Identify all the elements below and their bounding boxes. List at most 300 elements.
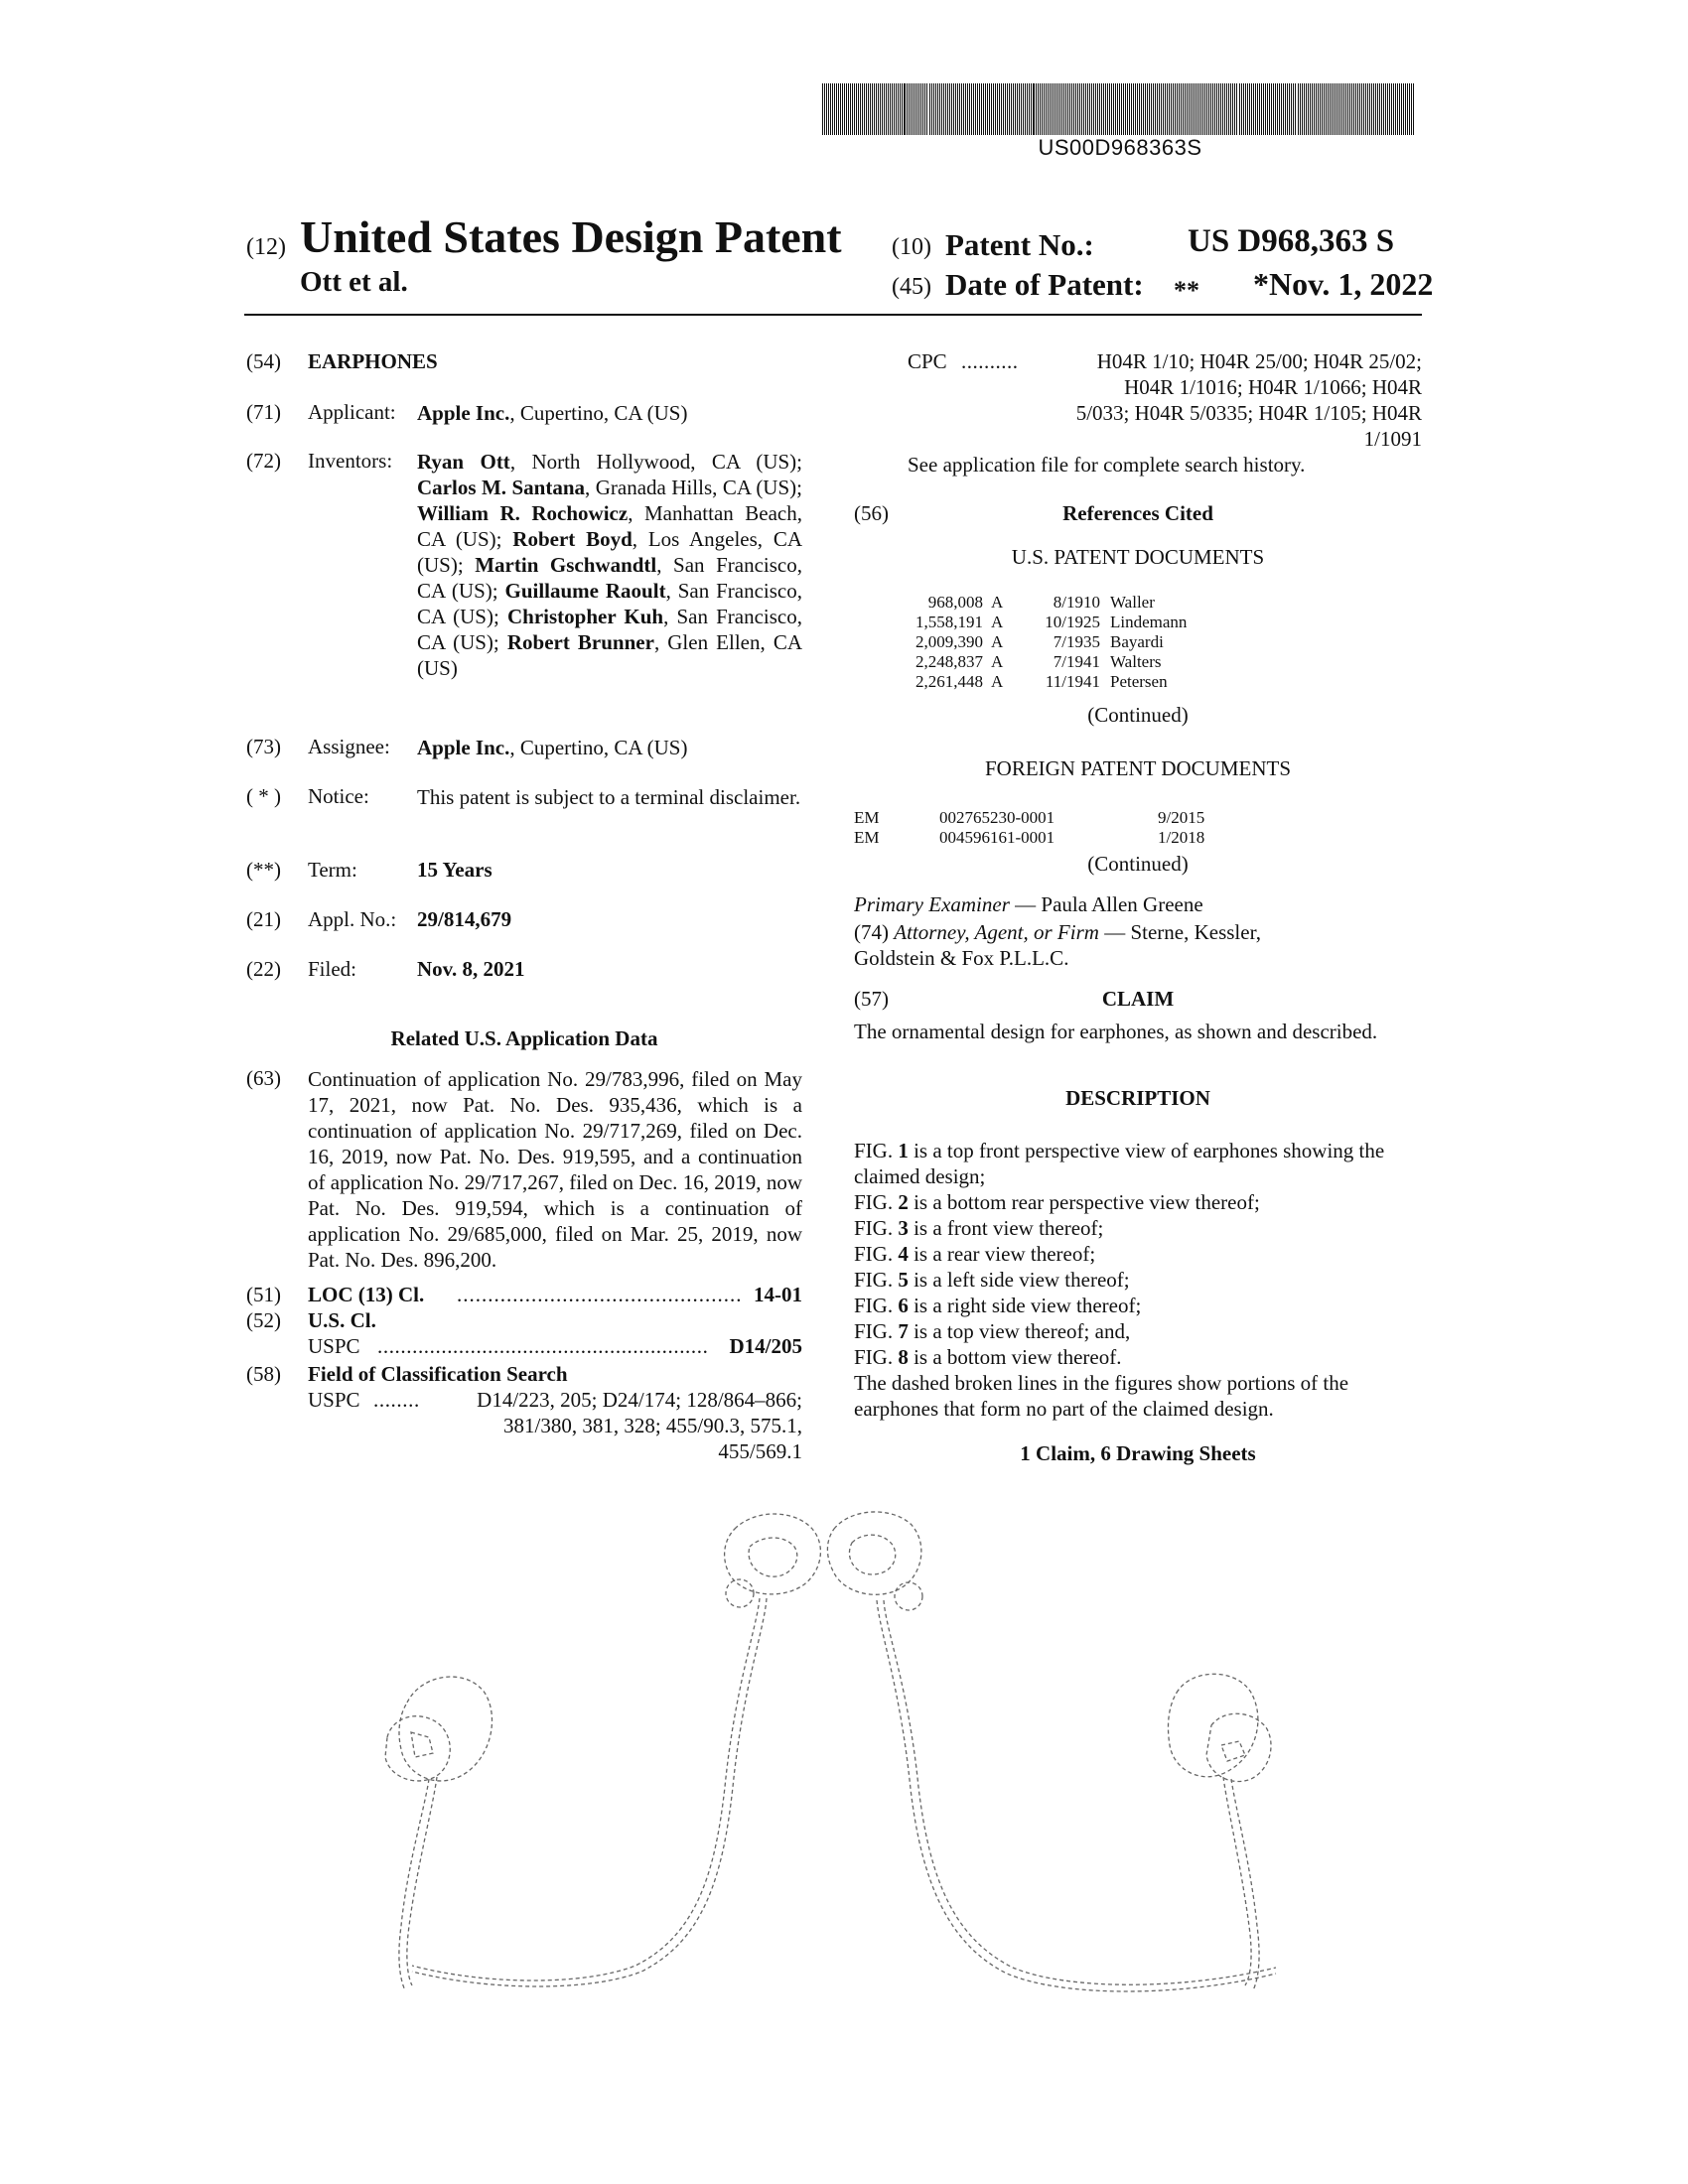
barcode-bar	[872, 83, 873, 135]
barcode-bar	[1095, 83, 1096, 135]
barcode-bar	[1401, 83, 1402, 135]
cpc-line1: H04R 1/10; H04R 25/00; H04R 25/02;	[1096, 349, 1422, 373]
barcode-bar	[1196, 83, 1197, 135]
barcode-bar	[1069, 83, 1070, 135]
code-57: (57)	[854, 987, 889, 1011]
figure-list	[854, 1138, 1422, 1422]
barcode-bar	[1046, 83, 1047, 135]
barcode-bar	[1023, 83, 1024, 135]
barcode-bar	[1363, 83, 1364, 135]
applicant-name: Apple Inc.	[417, 401, 510, 425]
barcode-bar	[1113, 83, 1114, 135]
barcode-bar	[1308, 83, 1309, 135]
barcode-bar	[1214, 83, 1215, 135]
doc-kind: A	[991, 593, 1004, 612]
barcode-bar	[1171, 83, 1172, 135]
fig-number: 7	[898, 1319, 909, 1343]
barcode-bar	[1381, 83, 1382, 135]
doc-number: 2,248,837	[915, 652, 983, 671]
barcode-bar	[1243, 83, 1244, 135]
figure-item	[854, 1344, 1422, 1370]
fig-number: 6	[898, 1294, 909, 1317]
figure-item	[854, 1318, 1422, 1344]
fig-number: 2	[898, 1190, 909, 1214]
doc-name: Bayardi	[1110, 632, 1164, 651]
barcode-bar	[1387, 83, 1388, 135]
attorney-line2: Goldstein & Fox P.L.L.C.	[854, 946, 1069, 970]
barcode-bar	[824, 83, 825, 135]
barcode-bar	[937, 83, 938, 135]
barcode-bar	[898, 83, 899, 135]
barcode-bar	[886, 83, 887, 135]
doc-name: Petersen	[1110, 672, 1168, 691]
barcode-bar	[1200, 83, 1201, 135]
barcode-bar	[904, 83, 906, 135]
examiner-name: — Paula Allen Greene	[1009, 892, 1203, 916]
barcode-bar	[957, 83, 958, 135]
barcode-bar	[1222, 83, 1223, 135]
barcode-bar	[1089, 83, 1090, 135]
barcode-bar	[1379, 83, 1380, 135]
barcode-bar	[1050, 83, 1051, 135]
barcode-bar	[1328, 83, 1329, 135]
barcode-bar	[963, 83, 964, 135]
barcode-bar	[933, 83, 934, 135]
barcode-bar	[1300, 83, 1301, 135]
fig-number: 1	[898, 1139, 909, 1162]
barcode-bar	[1318, 83, 1319, 135]
barcode-bar	[1011, 83, 1012, 135]
code-10: (10)	[892, 234, 931, 260]
inventor-name: Ryan Ott	[417, 450, 510, 474]
barcode-bar	[951, 83, 952, 135]
barcode-bar	[939, 83, 940, 135]
barcode-bar	[1395, 83, 1396, 135]
barcode-bar	[929, 83, 930, 135]
barcode-bar	[1101, 83, 1102, 135]
code-58: (58)	[246, 1362, 281, 1386]
barcode-bar	[1079, 83, 1080, 135]
barcode-bar	[1322, 83, 1323, 135]
examiner-label: Primary Examiner	[854, 892, 1010, 916]
code-73: (73)	[246, 735, 281, 758]
barcode-bar	[967, 83, 968, 135]
table-row	[874, 593, 1187, 613]
barcode-bar	[1135, 83, 1136, 135]
barcode-number: US00D968363S	[1038, 135, 1202, 160]
barcode-bar	[1139, 83, 1140, 135]
barcode-bar	[1029, 83, 1030, 135]
barcode-bar	[1206, 83, 1207, 135]
barcode-bar	[1115, 83, 1116, 135]
barcode-bar	[1275, 83, 1276, 135]
barcode-bar	[894, 83, 895, 135]
barcode-bar	[914, 83, 915, 135]
barcode-bar	[1173, 83, 1174, 135]
barcode-bar	[1003, 83, 1004, 135]
field-uspc-line2: 381/380, 381, 328; 455/90.3, 575.1,	[502, 1414, 802, 1437]
document-title: United States Design Patent	[300, 211, 842, 262]
barcode-bar	[1409, 83, 1410, 135]
continued-us: (Continued)	[1087, 703, 1189, 727]
fig-text: is a bottom view thereof.	[908, 1345, 1122, 1369]
code-22: (22)	[246, 957, 281, 981]
barcode-bar	[1371, 83, 1372, 135]
barcode-bar	[971, 83, 972, 135]
barcode-bar	[1399, 83, 1400, 135]
barcode-bar	[1312, 83, 1313, 135]
barcode-bar	[1044, 83, 1045, 135]
barcode-bar	[846, 83, 847, 135]
barcode-bar	[973, 83, 974, 135]
authors: Ott et al.	[300, 266, 408, 298]
code-notice: ( * )	[246, 784, 281, 808]
barcode-bar	[1001, 83, 1002, 135]
barcode-bar	[907, 83, 908, 135]
figure-item	[854, 1138, 1422, 1189]
barcode-bar	[1155, 83, 1156, 135]
barcode-bar	[1117, 83, 1118, 135]
barcode-bar	[1345, 83, 1346, 135]
cpc-label: CPC	[908, 349, 947, 373]
barcode-bar	[1302, 83, 1303, 135]
barcode-bar	[1005, 83, 1006, 135]
barcode-bar	[1277, 83, 1278, 135]
fig-text: is a rear view thereof;	[908, 1242, 1096, 1266]
table-row	[874, 672, 1187, 692]
doc-date: 11/1941	[1045, 672, 1100, 691]
barcode-bar	[977, 83, 978, 135]
date-label: Date of Patent:	[945, 267, 1144, 302]
barcode-bar	[1027, 83, 1028, 135]
barcode-bar	[860, 83, 861, 135]
barcode-bar	[918, 83, 919, 135]
fig-number: 3	[898, 1216, 909, 1240]
table-row	[854, 828, 1204, 848]
barcode-bar	[1259, 83, 1260, 135]
barcode-bar	[955, 83, 956, 135]
doc-date: 7/1941	[1053, 652, 1100, 671]
barcode-bar	[1234, 83, 1235, 135]
barcode-bar	[1220, 83, 1221, 135]
barcode-bar	[1375, 83, 1376, 135]
barcode-bar	[848, 83, 849, 135]
attorney-line1: — Sterne, Kessler,	[1098, 920, 1261, 944]
barcode-bar	[1127, 83, 1128, 135]
barcode-bar	[1065, 83, 1066, 135]
barcode-bar	[1281, 83, 1282, 135]
barcode-bar	[999, 83, 1000, 135]
barcode-bar	[911, 83, 912, 135]
barcode-bar	[1055, 83, 1056, 135]
barcode-bar	[826, 83, 827, 135]
barcode-bar	[1326, 83, 1327, 135]
barcode-bar	[1087, 83, 1088, 135]
barcode-bar	[1337, 83, 1338, 135]
fig-prefix: FIG.	[854, 1268, 899, 1292]
barcode-bar	[1373, 83, 1374, 135]
barcode-bar	[1159, 83, 1160, 135]
barcode-bar	[1393, 83, 1394, 135]
barcode-bar	[1061, 83, 1062, 135]
barcode-bar	[931, 83, 932, 135]
fig-prefix: FIG.	[854, 1345, 899, 1369]
barcode-bar	[1015, 83, 1016, 135]
barcode-bar	[1057, 83, 1058, 135]
barcode-bar	[1175, 83, 1176, 135]
barcode-bar	[1210, 83, 1211, 135]
barcode-bar	[902, 83, 903, 135]
barcode-bar	[926, 83, 927, 135]
barcode-bar	[1145, 83, 1146, 135]
barcode-bar	[1353, 83, 1354, 135]
barcode-bar	[959, 83, 960, 135]
inventor-location: , San Francisco, CA (US);	[417, 579, 802, 628]
references-heading: References Cited	[1062, 501, 1213, 525]
assignee	[417, 735, 687, 760]
barcode-bar	[1042, 83, 1043, 135]
barcode-bar	[949, 83, 950, 135]
barcode-bar	[1251, 83, 1252, 135]
table-row	[874, 632, 1187, 652]
barcode-bar	[1255, 83, 1256, 135]
barcode-bar	[1073, 83, 1074, 135]
fig-prefix: FIG.	[854, 1319, 899, 1343]
barcode-bar	[1187, 83, 1188, 135]
figure-item	[854, 1215, 1422, 1241]
loc-label: LOC (13) Cl.	[308, 1283, 425, 1306]
barcode-bar	[1339, 83, 1340, 135]
barcode-bar	[1021, 83, 1022, 135]
barcode-bar	[852, 83, 853, 135]
barcode-bar	[1279, 83, 1280, 135]
attorney-code: (74)	[854, 920, 889, 944]
assignee-location: , Cupertino, CA (US)	[509, 736, 688, 759]
barcode-bar	[1137, 83, 1138, 135]
barcode-bar	[1269, 83, 1270, 135]
barcode-bar	[1085, 83, 1086, 135]
barcode-bar	[1038, 83, 1039, 135]
inventor-name: Robert Boyd	[512, 527, 633, 551]
patent-no-label: Patent No.:	[945, 227, 1094, 262]
barcode-bar	[1293, 83, 1294, 135]
barcode-bar	[1341, 83, 1342, 135]
barcode-bar	[1403, 83, 1404, 135]
doc-kind: A	[991, 652, 1004, 671]
barcode-bar	[1228, 83, 1229, 135]
barcode-bar	[1289, 83, 1290, 135]
invention-title: EARPHONES	[308, 349, 438, 373]
field-uspc-line1: D14/223, 205; D24/174; 128/864–866;	[477, 1388, 802, 1412]
barcode-bar	[1054, 83, 1055, 135]
code-52: (52)	[246, 1308, 281, 1332]
figure-item	[854, 1241, 1422, 1267]
barcode-bar	[979, 83, 980, 135]
barcode-bar	[1167, 83, 1168, 135]
figure-item	[854, 1267, 1422, 1293]
barcode-bar	[1383, 83, 1384, 135]
field-uspc-label: USPC	[308, 1388, 360, 1412]
barcode-bar	[1218, 83, 1219, 135]
code-51: (51)	[246, 1283, 281, 1306]
doc-name: Waller	[1110, 593, 1155, 612]
cpc-line4: 1/1091	[1363, 427, 1422, 451]
barcode-bar	[1198, 83, 1199, 135]
us-patent-docs-heading: U.S. PATENT DOCUMENTS	[1011, 545, 1265, 569]
barcode-bar	[876, 83, 877, 135]
inventor-name: Robert Brunner	[506, 630, 654, 654]
inventor-location: , Manhattan Beach, CA (US);	[417, 501, 802, 551]
barcode-bar	[1239, 83, 1240, 135]
barcode-bar	[870, 83, 871, 135]
barcode-bar	[1310, 83, 1311, 135]
barcode-bar	[1099, 83, 1100, 135]
barcode-bar	[1091, 83, 1092, 135]
date-of-patent: *Nov. 1, 2022	[1253, 266, 1434, 302]
filed-label: Filed:	[308, 957, 357, 981]
cpc-line3: 5/033; H04R 5/0335; H04R 1/105; H04R	[1075, 401, 1422, 425]
applicant	[417, 400, 687, 426]
barcode-bar	[965, 83, 966, 135]
barcode-bar	[1161, 83, 1162, 135]
barcode-bar	[1361, 83, 1362, 135]
barcode-bar	[1052, 83, 1053, 135]
barcode-bar	[943, 83, 944, 135]
barcode-bar	[850, 83, 851, 135]
inventors-list	[417, 449, 802, 681]
appl-no-label: Appl. No.:	[308, 907, 397, 931]
doc-number: 2,009,390	[915, 632, 983, 651]
doc-number: 002765230-0001	[939, 808, 1055, 827]
fig-prefix: FIG.	[854, 1190, 899, 1214]
doc-date: 8/1910	[1053, 593, 1100, 612]
barcode-bar	[991, 83, 992, 135]
barcode-bar	[838, 83, 839, 135]
figure-item	[854, 1189, 1422, 1215]
inventor-location: , Glen Ellen, CA (US)	[417, 630, 802, 680]
code-term: (**)	[246, 858, 281, 882]
barcode-bar	[856, 83, 857, 135]
barcode-bar	[1185, 83, 1186, 135]
barcode-bar	[1385, 83, 1386, 135]
doc-country: EM	[854, 828, 880, 847]
barcode-bar	[985, 83, 986, 135]
barcode-bar	[1314, 83, 1315, 135]
barcode-bar	[920, 83, 921, 135]
barcode-bar	[1273, 83, 1274, 135]
barcode-bar	[1351, 83, 1352, 135]
term-label: Term:	[308, 858, 357, 882]
barcode-bar	[1031, 83, 1032, 135]
barcode-bar	[987, 83, 988, 135]
barcode-bar	[1040, 83, 1041, 135]
barcode-bar	[1077, 83, 1078, 135]
barcode-bar	[909, 83, 910, 135]
barcode-bar	[896, 83, 897, 135]
barcode-bar	[916, 83, 917, 135]
barcode-bar	[1017, 83, 1018, 135]
barcode-bar	[1285, 83, 1286, 135]
barcode-bar	[1063, 83, 1064, 135]
loc-value: 14-01	[754, 1283, 802, 1306]
barcode-bar	[1048, 83, 1049, 135]
barcode-bar	[1153, 83, 1154, 135]
barcode-bar	[1349, 83, 1350, 135]
barcode-bar	[1036, 83, 1037, 135]
barcode-bar	[1287, 83, 1288, 135]
table-row	[874, 652, 1187, 672]
barcode-bar	[1224, 83, 1225, 135]
barcode-bar	[836, 83, 837, 135]
uspc-value: D14/205	[729, 1334, 802, 1358]
figure-item	[854, 1293, 1422, 1318]
barcode-bar	[878, 83, 879, 135]
cpc-line2: H04R 1/1016; H04R 1/1066; H04R	[1124, 375, 1422, 399]
attorney	[854, 919, 1261, 945]
doc-number: 968,008	[927, 593, 983, 612]
barcode-bar	[844, 83, 845, 135]
barcode-bar	[1109, 83, 1110, 135]
claim-heading: CLAIM	[1101, 987, 1175, 1011]
barcode-bar	[993, 83, 994, 135]
barcode-bar	[1189, 83, 1190, 135]
code-72: (72)	[246, 449, 281, 473]
barcode-bar	[892, 83, 893, 135]
foreign-docs-table	[854, 808, 1204, 848]
primary-examiner	[854, 891, 1203, 917]
barcode-bar	[1181, 83, 1182, 135]
inventor-name: Guillaume Raoult	[504, 579, 666, 603]
barcode-bar	[864, 83, 865, 135]
barcode-bar	[1271, 83, 1272, 135]
barcode-bar	[1355, 83, 1356, 135]
barcode-bar	[975, 83, 976, 135]
barcode-bar	[1133, 83, 1134, 135]
code-12: (12)	[246, 234, 286, 260]
inventor-name: Christopher Kuh	[506, 605, 664, 628]
barcode-bar	[935, 83, 936, 135]
barcode-bar	[1389, 83, 1390, 135]
uspc-label: USPC	[308, 1334, 360, 1358]
barcode-bar	[1195, 83, 1196, 135]
barcode-bar	[1405, 83, 1406, 135]
barcode-bar	[1391, 83, 1392, 135]
barcode-bar	[1121, 83, 1122, 135]
inventor-name: William R. Rochowicz	[417, 501, 629, 525]
barcode-bar	[1111, 83, 1112, 135]
barcode-bar	[1241, 83, 1242, 135]
barcode-bar	[1216, 83, 1217, 135]
barcode-bar	[922, 83, 923, 135]
barcode-bar	[880, 83, 881, 135]
code-56: (56)	[854, 501, 889, 525]
doc-kind: A	[991, 613, 1004, 631]
barcode-bar	[1097, 83, 1098, 135]
inventor-location: , Los Angeles, CA (US);	[417, 527, 802, 577]
barcode-bar	[1411, 83, 1412, 135]
field-uspc-line3: 455/569.1	[718, 1439, 802, 1463]
barcode-bar	[1245, 83, 1246, 135]
barcode-bar	[842, 83, 843, 135]
barcode-bar	[1367, 83, 1368, 135]
barcode-bar	[995, 83, 996, 135]
header-rule	[244, 314, 1422, 316]
barcode-bar	[874, 83, 875, 135]
fig-text: is a right side view thereof;	[908, 1294, 1142, 1317]
barcode-bar	[1247, 83, 1248, 135]
fig-text: is a top view thereof; and,	[908, 1319, 1131, 1343]
barcode-bar	[945, 83, 946, 135]
